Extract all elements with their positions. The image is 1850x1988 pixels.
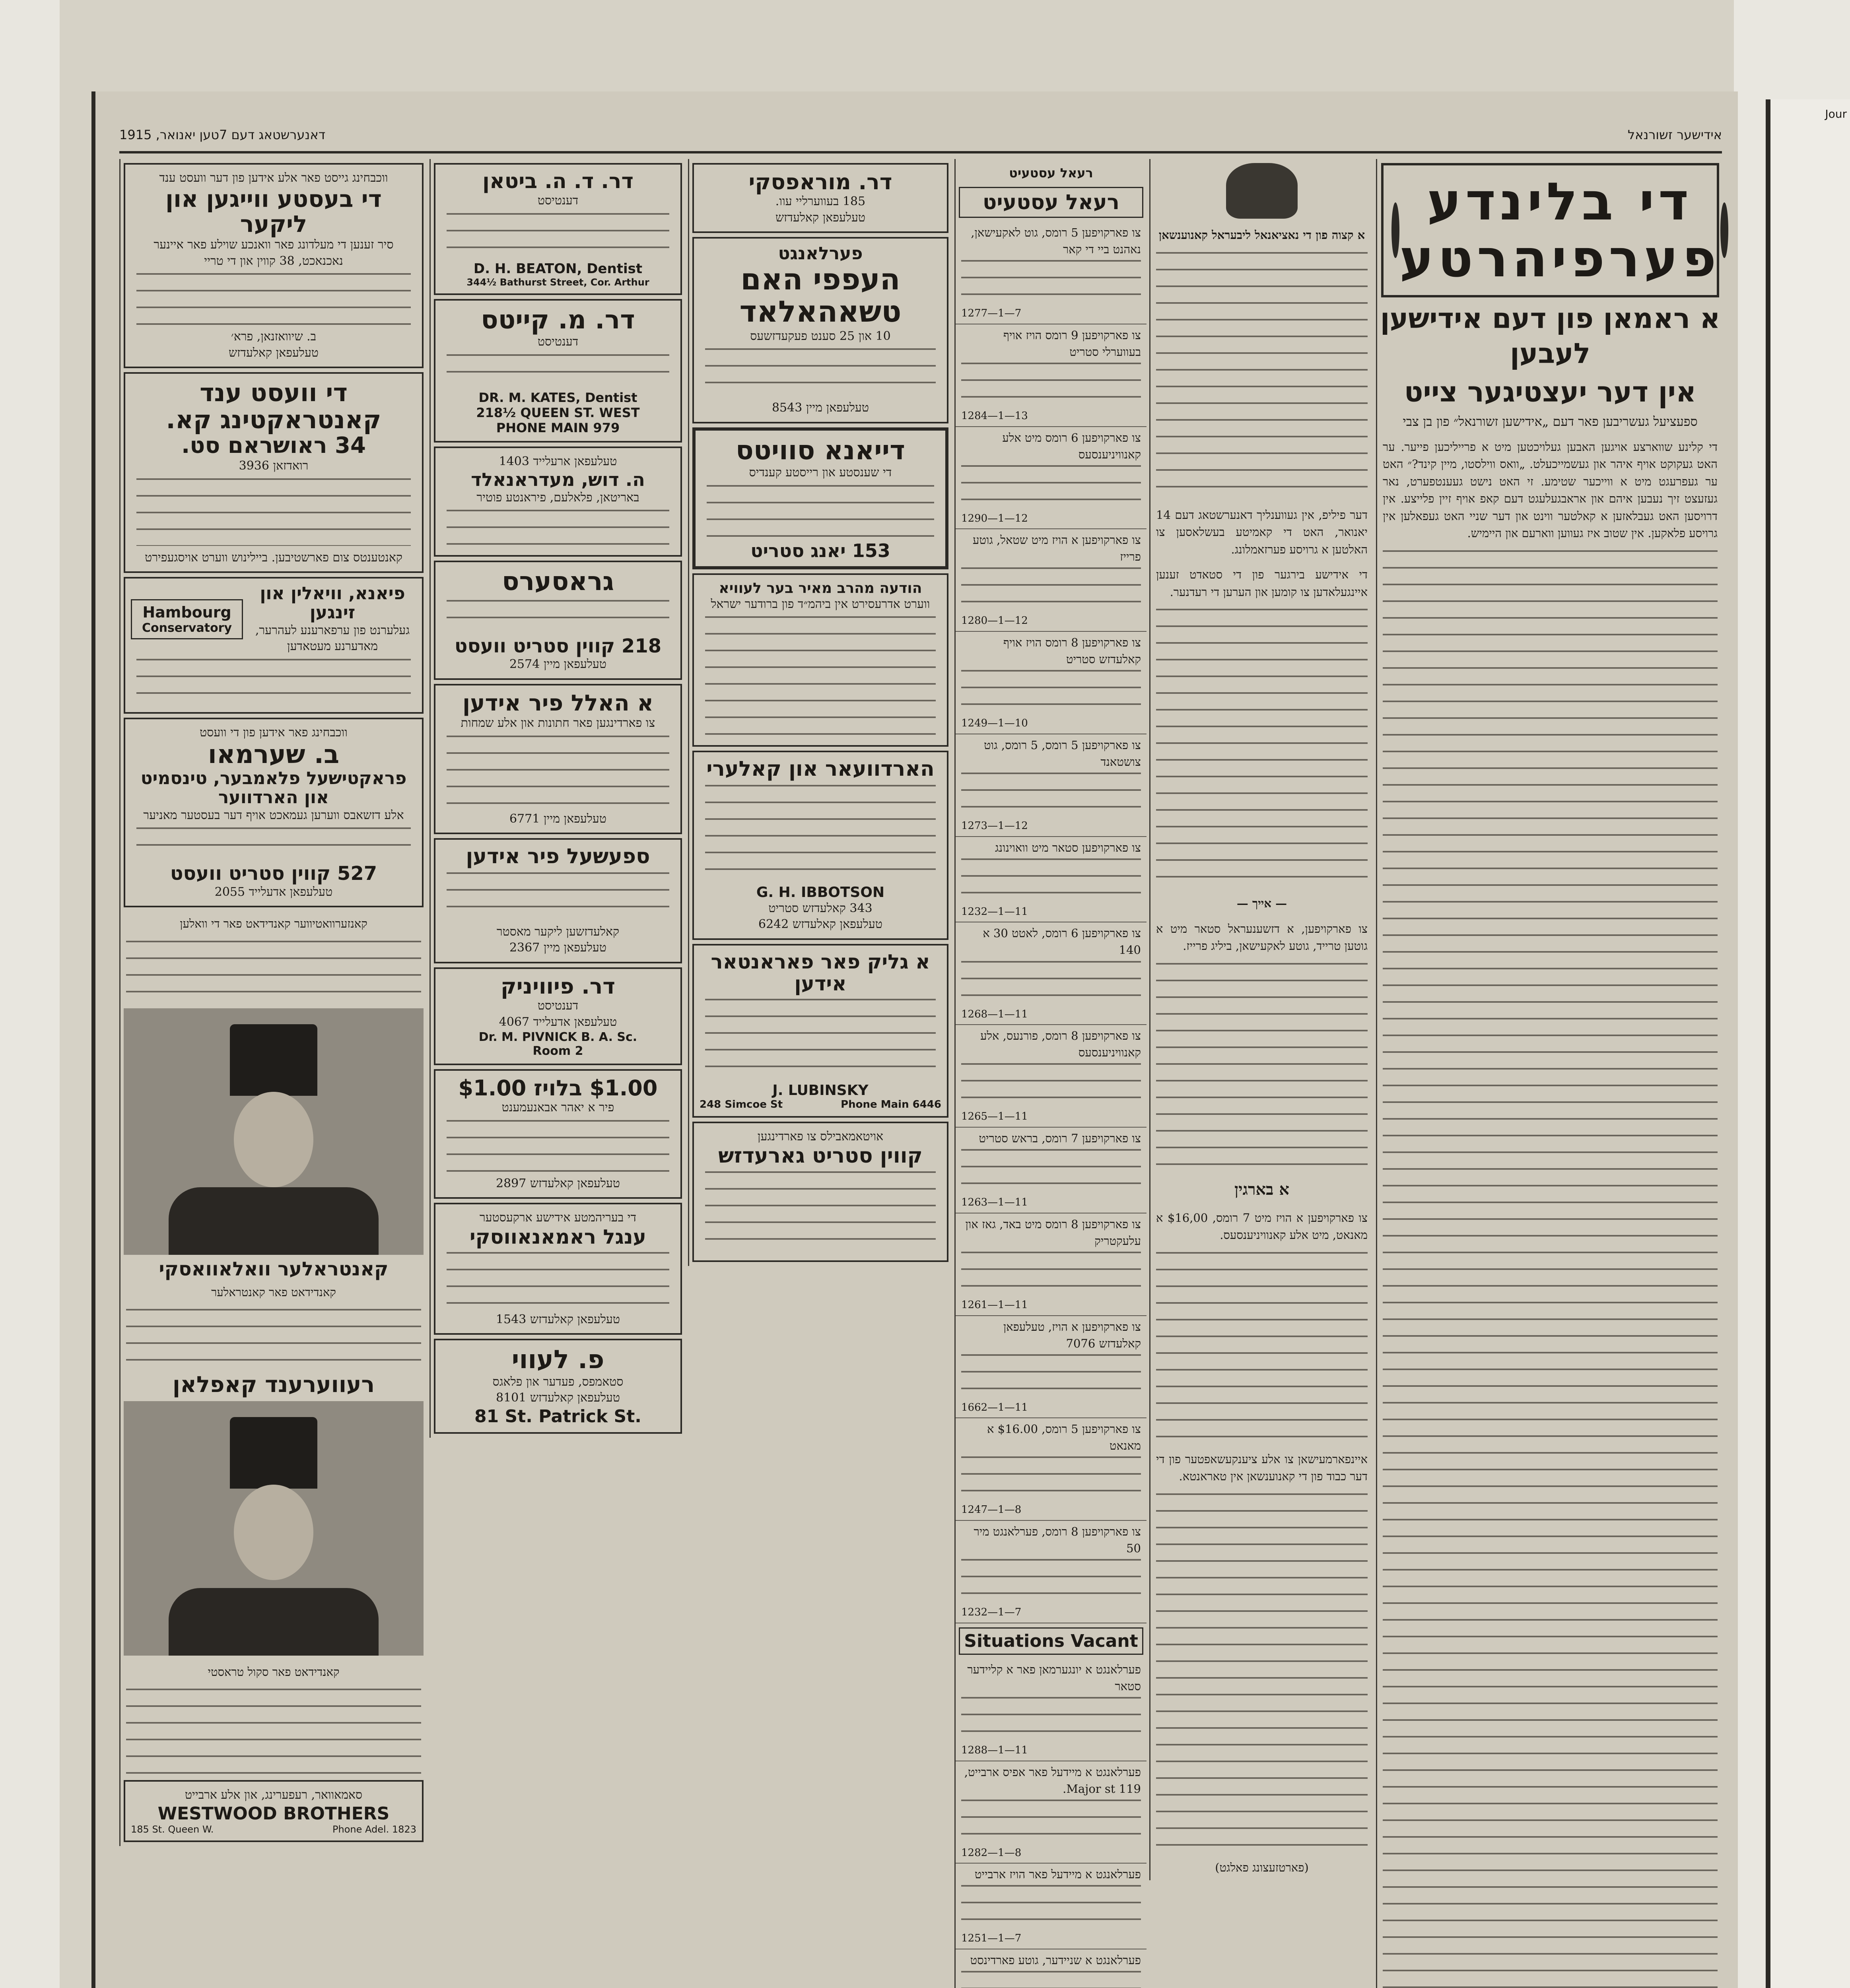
novel-opening-paragraph: די קלינע שווארצע אויגען האבען געלויכטען מיט א פרייליכען פייער. ער האט געקוקט אויף איהר און געשמייכעלט. „וואס ווילסטו, מיין קינד?״ האט ער געפרעגט מיט א ווייכער שטימע. זי האט נישט געענטפערט, נאר געזעצט זיך נעבען איהם און אראבגעלעגט דעם קאפ אויף זיין פלייצע. אין דרויסען האט געבלאזען א קאלטער ווינט און דער שניי האט געפאלען אין גרויסע פלאקען. אין שטוב איז געווען ווארעם און היימיש. xyxy=(1383,440,1718,540)
text-lines xyxy=(126,1309,421,1369)
classified-text: צו פארקויפען 8 רומס הויז אויף קאלעדזש סטריט xyxy=(1003,636,1141,666)
candidate-caption-2: רעווערענד קאפלאן xyxy=(172,1372,375,1398)
hambourg-logo xyxy=(131,599,243,639)
classified-number: 1251—1—7 xyxy=(961,1932,1022,1945)
classified-number: 1247—1—8 xyxy=(961,1504,1022,1516)
article-paragraph-5: איינפארמעישאן צו אלע ציענקעשאפטער פון די דער כבוד פון די קאנוענשאן אין טאראנטא. xyxy=(1156,1452,1368,1483)
flower-icon xyxy=(1391,202,1399,258)
ad-body: סיר זענען די מעלדונג פאר וואנכע שוילע פאר איינער נאכנאכט, 38 קווין און די טריי xyxy=(154,238,394,268)
classified-text-lines xyxy=(961,1885,1141,1929)
classified-ad xyxy=(956,922,1147,1025)
ad-name-en: G. H. IBBOTSON xyxy=(756,884,885,901)
coat-of-arms-icon xyxy=(1226,163,1298,219)
ad-body: פיר א יאהר אבאנעמענט xyxy=(501,1101,614,1115)
candidate-sub-2: קאנדידאט פאר סקול טראסטי xyxy=(208,1665,340,1679)
ad-top-line: ווכבחינג גייסט פאר אלע אידען פון דער וועסט ענד xyxy=(159,171,388,185)
ad-body: 10 און 25 סענט פעקעדזשעס xyxy=(750,329,891,343)
ad-title: גראסערס xyxy=(502,567,614,597)
ad-text-lines xyxy=(447,872,669,920)
column-5 xyxy=(1149,159,1373,1880)
ad-wines-liquor xyxy=(124,163,424,368)
real-estate-heading: רעאל עסטעיט xyxy=(959,187,1143,218)
novel-banner-2: אין דער יעצטיגער צייט xyxy=(1404,376,1696,408)
ad-dr-kates xyxy=(434,299,682,443)
classified-text: פערלאנגט א שניידער, גוטע פארדינסט xyxy=(970,1953,1141,1967)
adjacent-page-stub xyxy=(1766,99,1850,1988)
candidate-sub-1: קאנדידאט פאר קאנטראלער xyxy=(211,1285,336,1299)
classified-text-lines xyxy=(961,260,1141,304)
article-footer: (פארטזעצונג פאלגט) xyxy=(1215,1860,1309,1874)
page-header xyxy=(119,123,1722,153)
classified-text-lines xyxy=(961,1971,1141,1988)
ad-name: ב. שערמאו xyxy=(208,740,340,770)
candidate-intro: קאנזערוואטיווער קאנדידאט פאר די וואלען xyxy=(180,917,367,931)
top-hat-graphic xyxy=(230,1024,317,1096)
ad-body: אויטאמאבילס צו פארדינגען xyxy=(757,1129,884,1143)
classified-ad xyxy=(956,1025,1147,1128)
classified-text: צו פארקויפען 9 רומס הויז אויף בעווערלי סטריט xyxy=(1003,328,1141,359)
classified-text: צו פארקויפען 8 רומס, פורנעס, אלע קאנוויניענסעס xyxy=(980,1029,1141,1060)
ad-name-en: D. H. BEATON, Dentist xyxy=(473,260,643,277)
ad-diana-sweets xyxy=(692,427,948,570)
candidate-portrait-2 xyxy=(124,1401,424,1656)
classified-ad xyxy=(956,1864,1147,1949)
real-estate-heading-en: רעאל עסטעיט xyxy=(1009,165,1093,181)
classified-text: צו פארקויפען 6 רומס מיט אלע קאנוויניענסעס xyxy=(1002,431,1141,461)
notice-title: הודעה מהרב מאיר בער לעוויא xyxy=(719,580,922,597)
text-lines xyxy=(126,1689,421,1776)
ad-plumber xyxy=(124,718,424,907)
ad-sub: דענטיסט xyxy=(537,335,579,349)
ad-phone: רואדזאן 3936 xyxy=(239,459,309,473)
ad-title: קווין סטריט גארעדזש xyxy=(718,1144,923,1168)
novel-title-line-1: די בלינדע xyxy=(1427,171,1693,232)
seal-caption: א קצוה פון די נאציאנאל ליבעראל קאנוענשאן xyxy=(1158,228,1365,242)
ad-body: די בעריהמטע אידישע ארקעסטער xyxy=(479,1211,637,1225)
ad-title: $1.00 בלויז $1.00 xyxy=(458,1076,658,1101)
ad-text-lines xyxy=(447,510,669,546)
classified-ad xyxy=(956,632,1147,734)
classified-text: צו פארקויפען 6 רומס, לאטט 30 א 140 xyxy=(983,926,1141,957)
situations-list xyxy=(956,1659,1147,1988)
classified-text: צו פארקויפען 7 רומס, בראש סטריט xyxy=(979,1131,1141,1145)
ad-address: 185 בעווערליי עוו. xyxy=(775,194,866,209)
notice-rabbi xyxy=(692,573,948,747)
classified-text-lines xyxy=(961,858,1141,902)
classified-number: 1284—1—13 xyxy=(961,410,1028,422)
classified-number: 1282—1—8 xyxy=(961,1846,1022,1859)
classified-ad xyxy=(956,529,1147,632)
ad-title: דר. מוראפסקי xyxy=(748,169,892,194)
ad-body: באריטאן, פלאלעם, פיראנטע פוטיר xyxy=(476,490,639,505)
novel-banner-1: א ראמאן פון דעם אידישען לעבען xyxy=(1380,302,1720,370)
ad-text-lines xyxy=(136,827,411,859)
ad-text-lines xyxy=(447,1252,669,1308)
ad-title: פ. לעווי xyxy=(511,1345,604,1375)
ad-contracting xyxy=(124,372,424,573)
ad-phone: טעלעפאן מיין 6771 xyxy=(509,812,607,826)
column-6-novel xyxy=(1376,159,1723,1988)
text-lines xyxy=(1156,252,1368,499)
top-hat-graphic xyxy=(230,1417,317,1489)
ad-title: WESTWOOD BROTHERS xyxy=(157,1803,390,1824)
notice-text-lines xyxy=(705,616,936,736)
section-divider-1: — אייך — xyxy=(1236,897,1287,910)
novel-title-line-2: פערפיהרטע xyxy=(1399,228,1720,289)
article-paragraph-2: די אידישע בירגער פון די סטאדט זענען איינגעלאדען צו קומען און הערען די רעדנער. xyxy=(1156,568,1368,599)
classified-number: 1249—1—10 xyxy=(961,717,1028,730)
ad-sub: דענטיסט xyxy=(537,194,579,208)
ad-title: א גליק פאר פאראנטאר אידען xyxy=(711,950,930,995)
column-2 xyxy=(429,159,685,1438)
ad-address: 185 St. Queen W. xyxy=(131,1823,214,1835)
ad-text-lines xyxy=(447,213,669,257)
classified-number: 1265—1—11 xyxy=(961,1110,1028,1123)
classified-ad xyxy=(956,1761,1147,1864)
classified-ad xyxy=(956,1949,1147,1988)
classified-ad xyxy=(956,222,1147,324)
column-1 xyxy=(119,159,427,1846)
ad-happy-home-chocolate xyxy=(692,237,948,423)
classified-ad xyxy=(956,1128,1147,1213)
ad-address: 34 ראושראם סט. xyxy=(181,433,366,459)
ad-dollar-subscription xyxy=(434,1069,682,1199)
ad-title: די בעסטע ווייגען און ליקער xyxy=(165,185,382,238)
classified-text: צו פארקויפען 8 רומס, פערלאנגט מיר 50 xyxy=(974,1525,1141,1555)
ad-name-en: J. LUBINSKY xyxy=(772,1082,869,1099)
classified-ad xyxy=(956,1418,1147,1521)
ad-address-en: 344½ Bathurst Street, Cor. Arthur xyxy=(466,276,649,288)
ad-hambourg-conservatory xyxy=(124,577,424,714)
classified-ad xyxy=(956,1659,1147,1761)
ad-body: סאמאוואר, רעפערינג, און אלע ארבייט xyxy=(185,1788,363,1802)
newspaper-page xyxy=(91,91,1738,1988)
ad-text-lines xyxy=(136,478,411,546)
ad-text-lines xyxy=(136,659,411,703)
classified-text-lines xyxy=(961,1252,1141,1295)
ad-title: פראקטישעל פלאמבער, טינסמיט און הארדווער xyxy=(140,768,407,808)
ad-phone: טעלעפאן קאלעדזש 8101 xyxy=(496,1391,620,1405)
ad-text-lines xyxy=(705,1171,936,1251)
ad-hardware xyxy=(692,751,948,940)
ad-address: 153 יאנג סטריט xyxy=(750,540,890,561)
article-paragraph-3: צו פארקויפען, א דזשענעראל סטאר מיט א גוטען טרייד, גוטע לאקעישאן, ביליג פרייז. xyxy=(1156,922,1368,953)
ad-groceries xyxy=(434,561,682,680)
ad-address-en: 248 Simcoe St xyxy=(700,1098,783,1110)
classified-number: 1273—1—12 xyxy=(961,820,1028,832)
ad-body: סטאמפס, פעדער און פלאגס xyxy=(492,1375,624,1389)
ad-westwood-brothers xyxy=(124,1780,424,1842)
ad-phone: טעלעפאן מיין 2574 xyxy=(509,657,607,672)
ad-title: פיאנא, וויאלין און זינגען xyxy=(260,583,405,623)
classified-ad xyxy=(956,734,1147,837)
classified-ad xyxy=(956,837,1147,923)
ad-text-lines xyxy=(705,348,936,396)
ad-text-lines xyxy=(447,600,669,632)
classified-number: 1232—1—11 xyxy=(961,905,1028,918)
logo-line-2: Conservatory xyxy=(142,621,232,635)
coat-graphic xyxy=(169,1187,379,1255)
ad-text-lines xyxy=(136,273,411,325)
text-lines xyxy=(126,941,421,1004)
ad-room-en: Room 2 xyxy=(532,1044,583,1058)
ad-dr-morawsky xyxy=(692,163,948,233)
ad-phone-en: Phone Main 6446 xyxy=(841,1098,941,1110)
classified-text-lines xyxy=(961,1697,1141,1741)
ad-address: 343 קאלעדזש סטריט xyxy=(768,901,873,915)
classified-number: 1280—1—12 xyxy=(961,615,1028,627)
classified-ad xyxy=(956,324,1147,427)
classified-text-lines xyxy=(961,1063,1141,1107)
ad-address: 527 קווין סטריט וועסט xyxy=(170,862,377,885)
classified-text-lines xyxy=(961,567,1141,611)
ad-address-en: 81 St. Patrick St. xyxy=(474,1406,641,1427)
ad-title: הארדוועאר און קאלערי xyxy=(706,757,935,781)
ad-name-en: Dr. M. PIVNICK B. A. Sc. xyxy=(478,1030,637,1044)
ad-text-lines xyxy=(447,1120,669,1172)
ad-title: ספעשעל פיר אידען xyxy=(466,845,650,869)
ad-phone: טעלעפאן אדעלייד 2055 xyxy=(214,885,333,899)
classified-number: 1268—1—11 xyxy=(961,1008,1028,1020)
text-lines xyxy=(1156,609,1368,887)
ad-hall xyxy=(434,684,682,835)
film-margin-left xyxy=(0,0,60,1988)
flower-icon xyxy=(1720,202,1728,258)
ad-address: 218 קווין סטריט וועסט xyxy=(454,635,662,657)
coat-graphic xyxy=(169,1588,379,1656)
ad-title: פערלאנגט xyxy=(778,243,863,264)
classified-ad xyxy=(956,427,1147,530)
classified-text: צו פארקויפען 8 רומס מיט באד, גאז און עלעקטריק xyxy=(965,1217,1141,1248)
classified-text-lines xyxy=(961,1456,1141,1500)
ad-body: געלערנט פון ערפארענע לעהרער, מאדערנע מעטאדען xyxy=(255,623,410,654)
classified-text: פערלאנגט א מיידעל פאר הויז ארבייט xyxy=(974,1868,1141,1881)
classified-number: 1290—1—12 xyxy=(961,512,1028,524)
classified-text-lines xyxy=(961,773,1141,816)
ad-phone: טעלעפאן מיין 8543 xyxy=(771,401,869,415)
ad-phone: טעלעפאן מיין 2367 xyxy=(509,941,607,955)
text-lines xyxy=(1156,963,1368,1170)
ad-special xyxy=(434,838,682,963)
notice-body: ווערט אדרעסירט אין ביהמ״ד פון ברודער ישראל xyxy=(711,597,930,611)
ad-body: אלע דזשאבס ווערען געמאכט אויף דער בעסטער מאניער xyxy=(143,808,404,822)
header-title: אידישער זשורנאל xyxy=(1627,127,1722,142)
situations-vacant-heading: Situations Vacant xyxy=(959,1627,1143,1655)
classified-text: צו פארקויפען 5 רומס, $16.00 א מאנאט xyxy=(987,1422,1141,1453)
ad-text-lines xyxy=(705,785,936,880)
face-graphic xyxy=(234,1092,313,1187)
stub-text: Jour xyxy=(1825,107,1847,120)
ad-phone: טעלעפאן קאלעדזש xyxy=(228,346,319,360)
classified-text: צו פארקויפען 5 רומס, 5 רומס, גוט צושטאנד xyxy=(984,738,1141,769)
classified-ad xyxy=(956,1521,1147,1623)
ad-signature: ב. שיוואזנאן, פרא׳ xyxy=(231,330,317,344)
ad-ramanowsky-orchestra xyxy=(434,1203,682,1335)
ad-phone: טעלעפאן קאלעדזש 6242 xyxy=(758,917,882,932)
classified-number: 1277—1—7 xyxy=(961,307,1022,320)
novel-byline: ספעציעל געשריבען פאר דעם „אידישען זשורנאל״ פון בן צבי xyxy=(1403,414,1698,429)
classified-list xyxy=(956,222,1147,1623)
column-3 xyxy=(688,159,952,1266)
ad-phone: Phone Adel. 1823 xyxy=(332,1823,416,1835)
ad-queen-garage xyxy=(692,1122,948,1262)
ad-phone: טעלעפאן ארעלייד 1403 xyxy=(499,454,617,468)
ad-title: די וועסט ענד קאנטראקטינג קא. xyxy=(166,378,381,435)
ad-title: דר. מ. קייטס xyxy=(481,305,635,335)
classified-text: צו פארקויפען סטאר מיט וואוינונג xyxy=(995,841,1141,854)
ad-title: א האלל פיר אידען xyxy=(462,690,653,716)
classified-ad xyxy=(956,1213,1147,1316)
column-4-classifieds xyxy=(954,159,1147,1988)
candidate-caption-1: קאנטראלער וואלאוואסקי xyxy=(159,1258,389,1280)
ad-body: קאלעדזשען ליקער מאסטר xyxy=(496,924,620,939)
classified-number: 1232—1—7 xyxy=(961,1606,1022,1619)
ad-phone: טעלעפאן קאלעדזש 2897 xyxy=(496,1176,620,1190)
ad-en-3: PHONE MAIN 979 xyxy=(496,420,620,435)
article-paragraph-1: דער פיליפ, אין געווענליך דאנערשטאג דעם 14 יאנואר, האט די קאמיטע בעשלאסען צו האלטען א גרויסע פערזאמלונג. xyxy=(1156,508,1368,556)
text-lines xyxy=(1156,1493,1368,1851)
classified-text: צו פארקויפען א הויז, טעלעפאן קאלעדזש 7076 xyxy=(1003,1320,1141,1350)
ad-levi xyxy=(434,1339,682,1433)
classified-number: 1261—1—11 xyxy=(961,1299,1028,1311)
classified-text-lines xyxy=(961,1354,1141,1398)
ad-title: ה. דוש, מעדראנאלד xyxy=(471,469,645,491)
ad-text-lines xyxy=(707,485,934,537)
classified-text: פערלאנגט א יונגערמאן פאר א קליידער סטאר xyxy=(967,1662,1141,1693)
classified-number: 1288—1—11 xyxy=(961,1744,1028,1756)
ad-sub: דענטיסט xyxy=(537,999,579,1013)
ad-dr-pivnick xyxy=(434,967,682,1065)
article-paragraph-4: צו פארקויפען א הויז מיט 7 רומס, $16,00 א מאנאט, מיט אלע קאנוויניענסעס. xyxy=(1156,1211,1368,1242)
ad-text-lines xyxy=(705,999,936,1078)
ad-title: דייאנא סוויטס xyxy=(736,435,905,466)
classified-text: צו פארקויפען א הויז מיט שטאל, גוטע פרייז xyxy=(973,533,1141,564)
classified-ad xyxy=(956,1316,1147,1419)
classified-text-lines xyxy=(961,961,1141,1005)
ad-title: דר. פיוויניק xyxy=(500,973,616,999)
ad-title: דר. ד. ה. ביטאן xyxy=(482,169,634,193)
classified-number: 1662—1—11 xyxy=(961,1401,1028,1413)
classified-text: צו פארקויפען 5 רומס, גוט לאקעישאן, נאהנט ביי די קאר xyxy=(971,226,1141,256)
ad-product: העפפי האם טשאהאלאד xyxy=(739,262,902,329)
ad-lubinsky xyxy=(692,944,948,1118)
ad-text-lines xyxy=(447,736,669,807)
section-divider-2: א בארגין xyxy=(1234,1180,1290,1199)
classified-text-lines xyxy=(961,670,1141,714)
classified-text-lines xyxy=(961,1149,1141,1193)
ad-body: די שענסטע און רייסטע קענדיס xyxy=(749,466,892,480)
classified-text-lines xyxy=(961,465,1141,509)
ad-phone: טעלעפאן קאלעדזש 1543 xyxy=(496,1312,620,1326)
classified-text-lines xyxy=(961,1559,1141,1603)
logo-line-1: Hambourg xyxy=(142,604,231,621)
classified-number: 1263—1—11 xyxy=(961,1196,1028,1209)
ad-text-lines xyxy=(447,354,669,386)
ad-dosh xyxy=(434,447,682,557)
novel-masthead xyxy=(1381,163,1719,297)
ad-en-2: 218½ QUEEN ST. WEST xyxy=(476,405,640,420)
text-lines xyxy=(1156,1252,1368,1443)
novel-text-lines xyxy=(1383,550,1718,1988)
ad-body: צו פארדינגען פאר חתונות און אלע שמחות xyxy=(461,716,655,730)
classified-text-lines xyxy=(961,363,1141,406)
ad-footer: קאנטענטס צום פארשטיבען. ביילינוש ווערט אויסגעפירט xyxy=(145,550,402,565)
ad-phone: טעלעפאן קאלעדזש xyxy=(775,210,866,225)
header-date: דאנערשטאג דעם 7טען יאנואר, 1915 xyxy=(119,127,326,142)
face-graphic xyxy=(234,1485,313,1580)
ad-top-line: ווכבחינג פאר אידען פון די וועסט xyxy=(200,725,348,740)
ad-phone: טעלעפאן אדעלייד 4067 xyxy=(499,1015,617,1029)
candidate-portrait-1 xyxy=(124,1008,424,1255)
classified-text: פערלאנגט א מיידעל פאר אפיס ארבייט, 119 Major st. xyxy=(964,1765,1141,1796)
ad-title: ענגל ראמאנאווסקי xyxy=(470,1225,646,1248)
ad-en-1: DR. M. KATES, Dentist xyxy=(478,390,637,405)
classified-text-lines xyxy=(961,1800,1141,1843)
ad-dr-beaton xyxy=(434,163,682,295)
